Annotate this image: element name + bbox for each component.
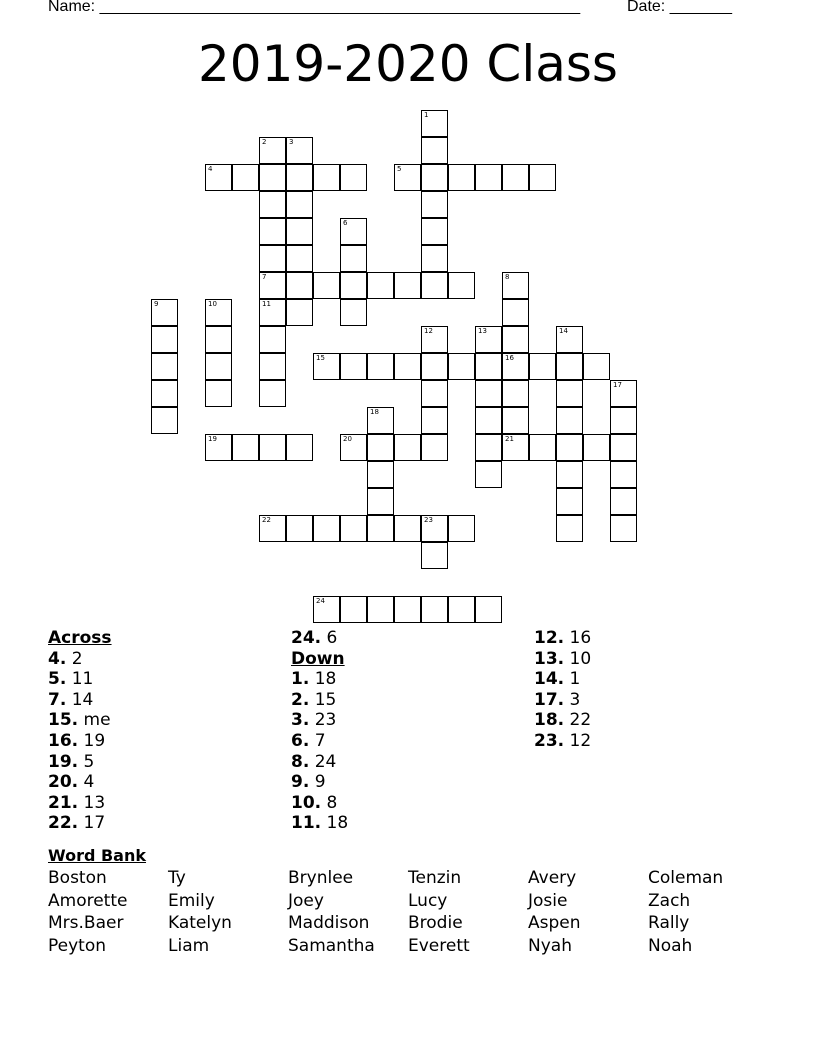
crossword-cell[interactable] [394, 596, 421, 623]
clue-number-label: 4 [208, 165, 213, 173]
crossword-cell[interactable] [205, 326, 232, 353]
word-bank-word: Zach [648, 890, 691, 911]
crossword-cell[interactable] [556, 326, 583, 353]
crossword-cell[interactable] [259, 191, 286, 218]
crossword-cell[interactable] [340, 353, 367, 380]
clue-text: 13 [78, 792, 106, 813]
clue-text: 5 [78, 751, 95, 772]
clue-number: 21. [48, 792, 79, 813]
clue-number: 1. [291, 669, 310, 690]
clue-number: 11. [291, 813, 322, 834]
clue-number-label: 15 [316, 354, 325, 362]
crossword-cell[interactable] [502, 380, 529, 407]
crossword-cell[interactable] [205, 353, 232, 380]
word-bank-word: Aspen [528, 913, 581, 933]
clue-text: 22 [564, 710, 592, 731]
clue-item [291, 669, 348, 690]
clue-number-label: 2 [262, 138, 267, 146]
crossword-cell[interactable] [448, 272, 475, 299]
crossword-cell[interactable] [421, 191, 448, 218]
clue-number-label: 19 [208, 435, 217, 443]
crossword-cell[interactable] [259, 434, 286, 461]
crossword-cell[interactable] [286, 434, 313, 461]
crossword-cell[interactable] [313, 353, 340, 380]
clue-text: 16 [564, 628, 592, 648]
crossword-cell[interactable] [151, 380, 178, 407]
crossword-cell[interactable] [394, 515, 421, 542]
crossword-cell[interactable] [286, 137, 313, 164]
clue-text: 15 [309, 689, 337, 710]
crossword-cell[interactable] [205, 434, 232, 461]
clue-number: 10. [291, 792, 322, 813]
word-bank-word: Liam [168, 935, 210, 956]
clue-text: 1 [564, 669, 581, 690]
crossword-cell[interactable] [556, 407, 583, 434]
crossword-cell[interactable] [205, 380, 232, 407]
word-bank-word: Coleman [648, 868, 724, 888]
crossword-cell[interactable] [340, 218, 367, 245]
crossword-cell[interactable] [556, 353, 583, 380]
clue-item [291, 710, 348, 731]
clue-item [534, 649, 591, 670]
crossword-cell[interactable] [286, 272, 313, 299]
crossword-cell[interactable] [610, 461, 637, 488]
word-bank-column [48, 867, 127, 957]
clue-number-label: 10 [208, 300, 217, 308]
clue-item [48, 793, 112, 814]
clue-item [291, 690, 348, 711]
crossword-cell[interactable] [205, 164, 232, 191]
word-bank-column [288, 867, 375, 957]
crossword-cell[interactable] [421, 272, 448, 299]
clue-item [291, 772, 348, 793]
name-field[interactable]: Name: ______________________________________________________ [48, 0, 581, 15]
clues-heading: Down [291, 648, 345, 669]
crossword-cell[interactable] [259, 515, 286, 542]
crossword-cell[interactable] [367, 596, 394, 623]
crossword-cell[interactable] [232, 434, 259, 461]
crossword-cell[interactable] [367, 434, 394, 461]
crossword-cell[interactable] [340, 434, 367, 461]
word-bank-title: Word Bank [48, 846, 147, 865]
word-bank-column [528, 867, 581, 957]
word-bank-word: Noah [648, 935, 693, 956]
word-bank-word: Peyton [48, 935, 107, 956]
clue-number: 8. [291, 751, 310, 772]
crossword-cell[interactable] [502, 407, 529, 434]
crossword-cell[interactable] [151, 407, 178, 434]
crossword-cell[interactable] [340, 299, 367, 326]
word-bank-word: Ty [168, 868, 186, 888]
crossword-cell[interactable] [286, 191, 313, 218]
clue-item [291, 752, 348, 773]
clue-number-label: 21 [505, 435, 514, 443]
crossword-cell[interactable] [421, 164, 448, 191]
clue-number-label: 3 [289, 138, 294, 146]
crossword-cell[interactable] [394, 353, 421, 380]
word-bank-word: Emily [168, 890, 215, 911]
clue-text: 9 [309, 772, 326, 793]
crossword-cell[interactable] [421, 515, 448, 542]
crossword-cell[interactable] [502, 326, 529, 353]
clue-text: me [78, 710, 111, 731]
word-bank-word: Avery [528, 868, 577, 888]
crossword-cell[interactable] [394, 434, 421, 461]
crossword-cell[interactable] [259, 272, 286, 299]
crossword-cell[interactable] [286, 164, 313, 191]
page-title: 2019-2020 Class [198, 35, 618, 93]
clue-text: 6 [321, 628, 338, 648]
crossword-cell[interactable] [475, 164, 502, 191]
crossword-cell[interactable] [367, 515, 394, 542]
word-bank-word: Joey [288, 890, 324, 911]
crossword-cell[interactable] [286, 245, 313, 272]
clue-number-label: 9 [154, 300, 159, 308]
crossword-cell[interactable] [475, 461, 502, 488]
crossword-cell[interactable] [583, 434, 610, 461]
crossword-cell[interactable] [556, 515, 583, 542]
clue-item [291, 731, 348, 752]
clue-number-label: 22 [262, 516, 271, 524]
crossword-cell[interactable] [583, 353, 610, 380]
clue-item [48, 813, 112, 834]
clue-number: 5. [48, 669, 67, 690]
crossword-cell[interactable] [259, 245, 286, 272]
crossword-cell[interactable] [421, 110, 448, 137]
word-bank-word: Brynlee [288, 868, 354, 888]
clue-item [48, 649, 112, 670]
crossword-cell[interactable] [367, 353, 394, 380]
clue-number-label: 24 [316, 597, 325, 605]
crossword-cell[interactable] [340, 164, 367, 191]
crossword-cell[interactable] [448, 353, 475, 380]
clue-text: 24 [309, 751, 337, 772]
clue-text: 3 [564, 689, 581, 710]
clue-item [48, 731, 112, 752]
word-bank-word: Maddison [288, 913, 370, 933]
clue-text: 4 [78, 772, 95, 793]
crossword-cell[interactable] [421, 137, 448, 164]
word-bank-word: Amorette [48, 890, 128, 911]
clue-number: 12. [534, 628, 565, 648]
clue-text: 18 [309, 669, 337, 690]
crossword-cell[interactable] [340, 272, 367, 299]
clue-item [534, 669, 591, 690]
crossword-cell[interactable] [421, 218, 448, 245]
word-bank-word: Samantha [288, 935, 375, 956]
clue-item [534, 710, 591, 731]
crossword-cell[interactable] [259, 164, 286, 191]
clue-item [48, 669, 112, 690]
crossword-cell[interactable] [151, 353, 178, 380]
clue-number-label: 23 [424, 516, 433, 524]
crossword-cell[interactable] [421, 542, 448, 569]
clue-item [48, 690, 112, 711]
crossword-cell[interactable] [286, 515, 313, 542]
clue-text: 19 [78, 730, 106, 751]
clue-text: 14 [66, 689, 94, 710]
date-field[interactable]: Date: _______ [627, 0, 732, 15]
crossword-cell[interactable] [475, 407, 502, 434]
crossword-cell[interactable] [394, 164, 421, 191]
clue-text: 8 [321, 792, 338, 813]
crossword-cell[interactable] [610, 488, 637, 515]
crossword-cell[interactable] [502, 272, 529, 299]
clue-text: 23 [309, 710, 337, 731]
clue-item [291, 813, 348, 834]
crossword-cell[interactable] [475, 353, 502, 380]
crossword-cell[interactable] [367, 272, 394, 299]
clue-number-label: 12 [424, 327, 433, 335]
clue-number: 6. [291, 730, 310, 751]
clue-number: 19. [48, 751, 79, 772]
clue-number-label: 18 [370, 408, 379, 416]
crossword-cell[interactable] [421, 407, 448, 434]
crossword-cell[interactable] [394, 272, 421, 299]
crossword-cell[interactable] [475, 326, 502, 353]
word-bank-word: Mrs.Baer [48, 913, 124, 933]
crossword-cell[interactable] [421, 596, 448, 623]
clue-item [291, 628, 348, 649]
word-bank-word: Everett [408, 935, 470, 956]
clue-number: 7. [48, 689, 67, 710]
clue-text: 2 [66, 648, 83, 669]
clue-number: 16. [48, 730, 79, 751]
clues-column-2 [291, 628, 348, 834]
clue-item [48, 752, 112, 773]
clue-text: 10 [564, 648, 592, 669]
crossword-cell[interactable] [556, 461, 583, 488]
crossword-cell[interactable] [340, 596, 367, 623]
word-bank-column [168, 867, 232, 957]
clue-number-label: 14 [559, 327, 568, 335]
crossword-cell[interactable] [529, 164, 556, 191]
crossword-cell[interactable] [340, 245, 367, 272]
word-bank-word: Katelyn [168, 913, 232, 933]
clues-heading: Across [48, 628, 112, 648]
crossword-cell[interactable] [286, 299, 313, 326]
clues-column-3 [534, 628, 591, 752]
clue-number: 20. [48, 772, 79, 793]
crossword-cell[interactable] [259, 353, 286, 380]
crossword-cell[interactable] [259, 299, 286, 326]
crossword-cell[interactable] [367, 461, 394, 488]
clue-number-label: 6 [343, 219, 348, 227]
crossword-cell[interactable] [313, 596, 340, 623]
clue-text: 17 [78, 813, 106, 834]
word-bank-word: Nyah [528, 935, 572, 956]
clue-number-label: 8 [505, 273, 510, 281]
crossword-cell[interactable] [313, 164, 340, 191]
crossword-cell[interactable] [367, 407, 394, 434]
clue-number: 18. [534, 710, 565, 731]
crossword-cell[interactable] [475, 380, 502, 407]
word-bank-word: Boston [48, 868, 107, 888]
clue-number-label: 11 [262, 300, 271, 308]
crossword-cell[interactable] [421, 434, 448, 461]
crossword-cell[interactable] [286, 218, 313, 245]
clue-number: 22. [48, 813, 79, 834]
crossword-cell[interactable] [502, 164, 529, 191]
clue-number: 4. [48, 648, 67, 669]
crossword-cell[interactable] [313, 515, 340, 542]
clue-text: 7 [309, 730, 326, 751]
clue-number-label: 16 [505, 354, 514, 362]
clue-item [48, 710, 112, 731]
crossword-cell[interactable] [421, 326, 448, 353]
crossword-cell[interactable] [313, 272, 340, 299]
crossword-cell[interactable] [502, 353, 529, 380]
clue-number-label: 13 [478, 327, 487, 335]
crossword-cell[interactable] [232, 164, 259, 191]
crossword-cell[interactable] [367, 488, 394, 515]
clues-column-1 [48, 628, 112, 834]
word-bank-word: Brodie [408, 913, 463, 933]
crossword-cell[interactable] [556, 434, 583, 461]
clue-item [48, 772, 112, 793]
crossword-cell[interactable] [259, 380, 286, 407]
word-bank-word: Josie [528, 890, 568, 911]
clue-number-label: 7 [262, 273, 267, 281]
clue-number: 15. [48, 710, 79, 731]
crossword-cell[interactable] [421, 380, 448, 407]
crossword-cell[interactable] [421, 245, 448, 272]
clue-number: 13. [534, 648, 565, 669]
clue-number: 9. [291, 772, 310, 793]
clue-item [534, 731, 591, 752]
clue-text: 12 [564, 730, 592, 751]
crossword-cell[interactable] [556, 488, 583, 515]
crossword-cell[interactable] [151, 299, 178, 326]
clue-number-label: 5 [397, 165, 402, 173]
crossword-cell[interactable] [421, 353, 448, 380]
crossword-cell[interactable] [448, 596, 475, 623]
clue-number: 3. [291, 710, 310, 731]
clue-number: 2. [291, 689, 310, 710]
crossword-cell[interactable] [205, 299, 232, 326]
clue-number-label: 1 [424, 111, 429, 119]
crossword-cell[interactable] [340, 515, 367, 542]
clue-number: 23. [534, 730, 565, 751]
word-bank-word: Tenzin [408, 868, 462, 888]
clue-number: 14. [534, 669, 565, 690]
crossword-cell[interactable] [259, 326, 286, 353]
word-bank-column [408, 867, 470, 957]
clue-item [291, 793, 348, 814]
clue-item [534, 628, 591, 649]
crossword-cell[interactable] [259, 137, 286, 164]
crossword-cell[interactable] [151, 326, 178, 353]
crossword-cell[interactable] [610, 407, 637, 434]
crossword-cell[interactable] [502, 299, 529, 326]
crossword-cell[interactable] [448, 515, 475, 542]
crossword-cell[interactable] [448, 164, 475, 191]
clue-number-label: 17 [613, 381, 622, 389]
word-bank-column [648, 867, 723, 957]
clue-text: 11 [66, 669, 94, 690]
word-bank-word: Lucy [408, 890, 448, 911]
crossword-cell[interactable] [259, 218, 286, 245]
word-bank-word: Rally [648, 913, 690, 933]
crossword-cell[interactable] [475, 596, 502, 623]
crossword-cell[interactable] [610, 515, 637, 542]
clue-number: 17. [534, 689, 565, 710]
crossword-cell[interactable] [502, 434, 529, 461]
clue-item [534, 690, 591, 711]
crossword-cell[interactable] [529, 434, 556, 461]
crossword-cell[interactable] [610, 380, 637, 407]
crossword-cell[interactable] [475, 434, 502, 461]
clue-number-label: 20 [343, 435, 352, 443]
crossword-cell[interactable] [610, 434, 637, 461]
crossword-cell[interactable] [529, 353, 556, 380]
clue-text: 18 [321, 813, 349, 834]
clue-number: 24. [291, 628, 322, 648]
crossword-cell[interactable] [556, 380, 583, 407]
